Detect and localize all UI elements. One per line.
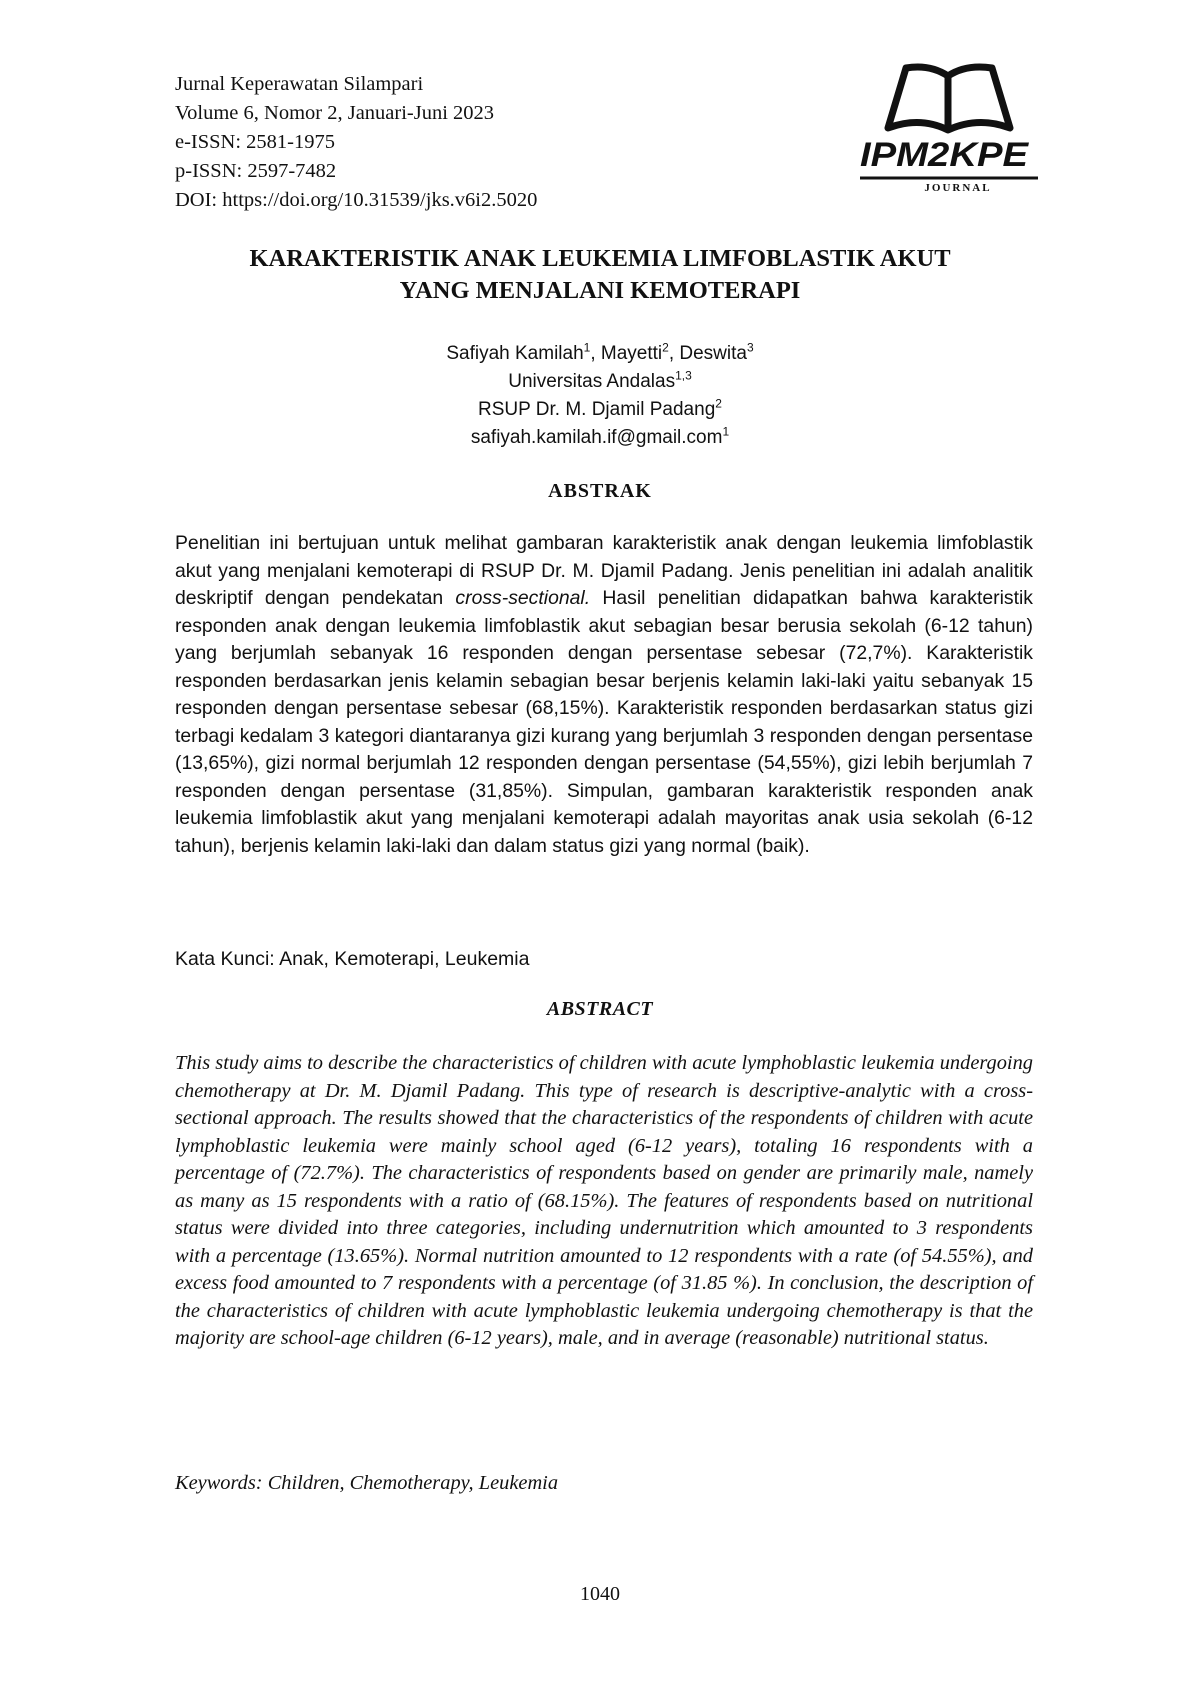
- affiliation-text: Universitas Andalas: [508, 371, 676, 392]
- affiliation-sup: 1,3: [675, 368, 692, 383]
- author-names: [0, 340, 1200, 368]
- author-name: Safiyah Kamilah: [446, 343, 584, 364]
- abstrak-text-italic: cross-sectional.: [455, 587, 591, 609]
- keywords: Keywords: Children, Chemotherapy, Leukemia: [175, 1472, 559, 1494]
- author-email: [0, 424, 1200, 452]
- author-separator: ,: [668, 343, 680, 364]
- author-sup: 2: [662, 340, 669, 355]
- journal-eissn: e-ISSN: 2581-1975: [175, 131, 336, 153]
- email-text: safiyah.kamilah.if@gmail.com: [470, 427, 723, 448]
- abstrak-body: [175, 530, 1033, 860]
- email-sup: 1: [722, 424, 730, 439]
- author-name: Deswita: [679, 343, 747, 364]
- abstrak-text-part1: Penelitian ini bertujuan untuk melihat gambaran karakteristik anak dengan leukemia limfoblastik akut yang menjalani kemoterapi di RSUP Dr. M. Djamil Padang. Jenis penelitian ini adalah analitik deskriptif dengan pendekatan: [175, 532, 1033, 609]
- affiliation-hospital: [0, 396, 1200, 424]
- author-sup: 3: [746, 340, 754, 355]
- journal-name: Jurnal Keperawatan Silampari: [175, 73, 424, 95]
- abstract-heading: ABSTRACT: [546, 998, 654, 1020]
- author-name: Mayetti: [600, 343, 663, 364]
- page-number: 1040: [580, 1583, 620, 1605]
- title-line-2: YANG MENJALANI KEMOTERAPI: [399, 277, 801, 304]
- abstrak-text-part2: Hasil penelitian didapatkan bahwa karakteristik responden anak dengan leukemia limfoblastik akut sebagian besar berusia sekolah (6-12 tahun) yang berjumlah sebanyak 16 responden dengan persentase sebesar (72,7%). Karakteristik responden berdasarkan jenis kelamin sebagian besar berjenis kelamin laki-laki yaitu sebanyak 15 responden dengan persentase sebesar (68,15%). Karakteristik responden berdasarkan status gizi terbagi kedalam 3 kategori diantaranya gizi kurang yang berjumlah 3 responden dengan persentase (13,65%), gizi normal berjumlah 12 responden dengan persentase (54,55%), gizi lebih berjumlah 7 responden dengan persentase (31,85%). Simpulan, gambaran karakteristik responden anak leukemia limfoblastik akut yang menjalani kemoterapi adalah mayoritas anak usia sekolah (6-12 tahun), berjenis kelamin laki-laki dan dalam status gizi yang normal (baik).: [175, 587, 1033, 857]
- affiliation-university: [0, 368, 1200, 396]
- logo-subtext: JOURNAL: [924, 182, 992, 194]
- journal-doi: DOI: https://doi.org/10.31539/jks.v6i2.5020: [175, 189, 538, 211]
- logo-wordmark: IPM2KPE: [860, 136, 1030, 174]
- affiliation-text: RSUP Dr. M. Djamil Padang: [478, 399, 716, 420]
- author-sup: 1: [583, 340, 591, 355]
- journal-info: [175, 70, 537, 215]
- journal-pissn: p-ISSN: 2597-7482: [175, 160, 337, 182]
- authors-block: [0, 340, 1200, 452]
- journal-volume: Volume 6, Nomor 2, Januari-Juni 2023: [175, 102, 495, 124]
- abstract-body: This study aims to describe the characteristics of children with acute lymphoblastic leukemia undergoing chemotherapy at Dr. M. Djamil Padang. This type of research is descriptive-analytic with a cross-sectional approach. The results showed that the characteristics of the respondents of children with acute lymphoblastic leukemia were mainly school aged (6-12 years), totaling 16 respondents with a percentage of (72.7%). The characteristics of respondents based on gender are primarily male, namely as many as 15 respondents with a ratio of (68.15%). The features of respondents based on nutritional status were divided into three categories, including undernutrition which amounted to 3 respondents with a percentage (13.65%). Normal nutrition amounted to 12 respondents with a rate (of 54.55%), and excess food amounted to 7 respondents with a percentage (of 31.85 %). In conclusion, the description of the characteristics of children with acute lymphoblastic leukemia undergoing chemotherapy is that the majority are school-age children (6-12 years), male, and in average (reasonable) nutritional status.: [175, 1052, 1033, 1349]
- title-line-1: KARAKTERISTIK ANAK LEUKEMIA LIMFOBLASTIK AKUT: [249, 245, 951, 272]
- kata-kunci: Kata Kunci: Anak, Kemoterapi, Leukemia: [175, 948, 530, 970]
- open-book-icon: [888, 67, 1010, 130]
- journal-logo: [858, 60, 1040, 196]
- paper-title: [0, 243, 1200, 307]
- abstrak-heading: ABSTRAK: [548, 480, 652, 502]
- author-separator: ,: [590, 343, 601, 364]
- affiliation-sup: 2: [715, 396, 722, 411]
